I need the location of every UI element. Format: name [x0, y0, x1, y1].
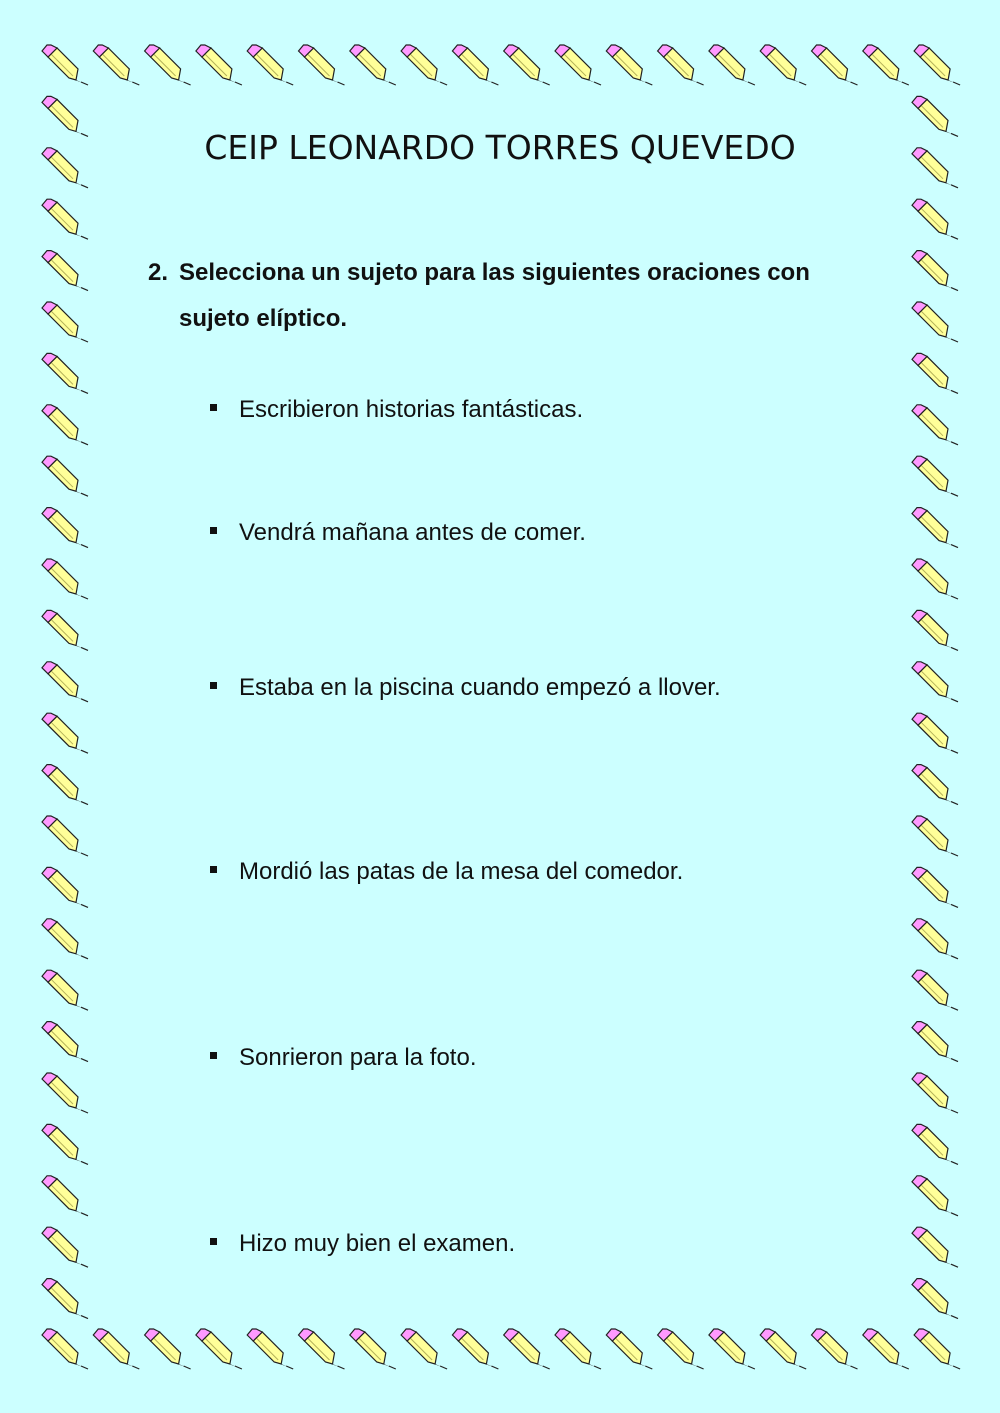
pencil-icon — [658, 1329, 704, 1369]
pencil-icon — [912, 867, 958, 907]
pencil-icon — [42, 970, 88, 1010]
pencil-icon — [912, 1176, 958, 1216]
pencil-icon — [93, 1329, 139, 1369]
pencil-icon — [912, 251, 958, 291]
pencil-icon — [42, 1227, 88, 1267]
pencil-icon — [42, 508, 88, 548]
instruction-line-1: Selecciona un sujeto para las siguientes oraciones con — [179, 259, 810, 286]
pencil-icon — [42, 45, 88, 85]
pencil-icon — [247, 45, 293, 85]
square-bullet-icon — [210, 866, 217, 873]
sentence-text: Mordió las patas de la mesa del comedor. — [239, 858, 684, 885]
pencil-icon — [42, 1073, 88, 1113]
sentence-text: Hizo muy bien el examen. — [239, 1230, 516, 1257]
square-bullet-icon — [210, 682, 217, 689]
list-item — [210, 1044, 476, 1072]
pencil-icon — [42, 610, 88, 650]
pencil-icon — [912, 610, 958, 650]
pencil-icon — [247, 1329, 293, 1369]
pencil-icon — [42, 251, 88, 291]
pencil-icon — [658, 45, 704, 85]
sentence-text: Estaba en la piscina cuando empezó a llover. — [239, 674, 721, 701]
pencil-icon — [42, 559, 88, 599]
pencil-icon — [42, 765, 88, 805]
instruction-line-2: sujeto elíptico. — [179, 305, 348, 332]
pencil-icon — [42, 199, 88, 239]
square-bullet-icon — [210, 1238, 217, 1245]
pencil-icon — [912, 1124, 958, 1164]
pencil-icon — [606, 45, 652, 85]
pencil-icon — [912, 1227, 958, 1267]
square-bullet-icon — [210, 1052, 217, 1059]
pencil-icon — [912, 662, 958, 702]
square-bullet-icon — [210, 527, 217, 534]
pencil-icon — [504, 45, 550, 85]
list-item — [210, 1230, 515, 1258]
pencil-icon — [42, 662, 88, 702]
pencil-icon — [912, 1073, 958, 1113]
exercise-instruction — [148, 250, 908, 342]
pencil-icon — [452, 45, 498, 85]
square-bullet-icon — [210, 404, 217, 411]
pencil-icon — [912, 302, 958, 342]
exercise-number: 2. — [148, 259, 169, 286]
pencil-icon — [42, 867, 88, 907]
pencil-icon — [914, 1329, 960, 1369]
pencil-icon — [912, 456, 958, 496]
pencil-icon — [42, 302, 88, 342]
pencil-icon — [401, 1329, 447, 1369]
pencil-icon — [350, 1329, 396, 1369]
pencil-icon — [350, 45, 396, 85]
sentence-text: Escribieron historias fantásticas. — [239, 396, 584, 423]
pencil-icon — [912, 559, 958, 599]
pencil-icon — [299, 1329, 345, 1369]
pencil-icon — [93, 45, 139, 85]
pencil-icon — [42, 816, 88, 856]
school-title: CEIP LEONARDO TORRES QUEVEDO — [204, 128, 796, 167]
pencil-icon — [709, 45, 755, 85]
list-item — [210, 674, 721, 702]
pencil-icon — [401, 45, 447, 85]
pencil-icon — [606, 1329, 652, 1369]
pencil-icon — [42, 456, 88, 496]
pencil-icon — [812, 45, 858, 85]
pencil-icon — [299, 45, 345, 85]
pencil-icon — [863, 45, 909, 85]
pencil-icon — [709, 1329, 755, 1369]
list-item — [210, 858, 683, 886]
pencil-icon — [145, 45, 191, 85]
pencil-icon — [42, 1279, 88, 1319]
pencil-icon — [914, 45, 960, 85]
pencil-icon — [196, 45, 242, 85]
pencil-icon — [196, 1329, 242, 1369]
pencil-icon — [912, 1022, 958, 1062]
pencil-icon — [555, 45, 601, 85]
pencil-icon — [42, 713, 88, 753]
pencil-icon — [42, 405, 88, 445]
pencil-icon — [452, 1329, 498, 1369]
pencil-icon — [555, 1329, 601, 1369]
pencil-icon — [863, 1329, 909, 1369]
pencil-icon — [912, 970, 958, 1010]
sentence-text: Sonrieron para la foto. — [239, 1044, 477, 1071]
pencil-icon — [912, 508, 958, 548]
pencil-icon — [812, 1329, 858, 1369]
pencil-icon — [145, 1329, 191, 1369]
pencil-icon — [42, 1124, 88, 1164]
pencil-icon — [912, 919, 958, 959]
pencil-icon — [504, 1329, 550, 1369]
pencil-icon — [912, 765, 958, 805]
list-item — [210, 519, 586, 547]
pencil-icon — [42, 919, 88, 959]
pencil-icon — [912, 713, 958, 753]
pencil-icon — [912, 816, 958, 856]
pencil-icon — [42, 1176, 88, 1216]
pencil-icon — [42, 1329, 88, 1369]
list-item — [210, 396, 583, 424]
pencil-icon — [912, 353, 958, 393]
sentence-text: Vendrá mañana antes de comer. — [239, 519, 586, 546]
pencil-icon — [760, 45, 806, 85]
pencil-icon — [760, 1329, 806, 1369]
pencil-icon — [42, 1022, 88, 1062]
pencil-icon — [912, 405, 958, 445]
pencil-icon — [912, 1279, 958, 1319]
pencil-icon — [42, 353, 88, 393]
pencil-icon — [912, 199, 958, 239]
